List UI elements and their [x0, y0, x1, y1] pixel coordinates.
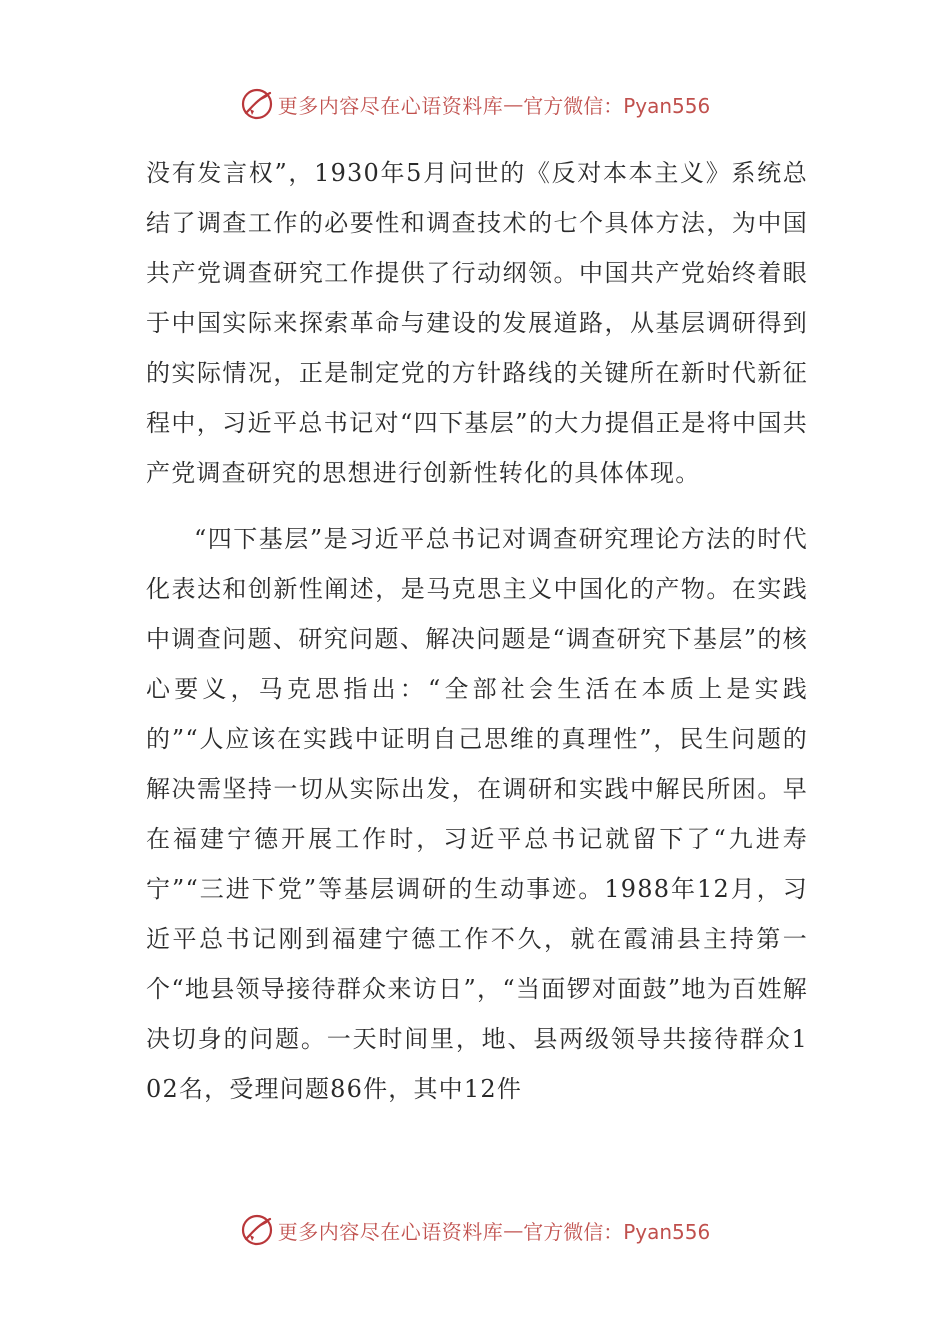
- watermark-wechat-id: 官方微信：Pyan556: [523, 93, 711, 118]
- watermark-wechat-id: 官方微信：Pyan556: [523, 1219, 711, 1244]
- watermark-slogan: 更多内容尽在心语资料库: [277, 93, 504, 118]
- quill-pen-logo-icon: [240, 1213, 274, 1247]
- paragraph-spacer: [146, 498, 808, 514]
- header-watermark-banner: [0, 84, 950, 124]
- document-body: [146, 148, 808, 1114]
- quill-pen-logo-icon: [240, 87, 274, 121]
- watermark-slogan: 更多内容尽在心语资料库: [277, 1219, 504, 1244]
- watermark-dash: —: [503, 92, 524, 116]
- paragraph-continued: 没有发言权”，1930年5月问世的《反对本本主义》系统总结了调查工作的必要性和调查技术的七个具体方法，为中国共产党调查研究工作提供了行动纲领。中国共产党始终着眼于中国实际来探索革命与建设的发展道路，从基层调研得到的实际情况，正是制定党的方针路线的关键所在新时代新征程中，习近平总书记对“四下基层”的大力提倡正是将中国共产党调查研究的思想进行创新性转化的具体体现。: [146, 159, 808, 487]
- watermark-dash: —: [503, 1218, 524, 1242]
- paragraph-four-grassroots: “四下基层”是习近平总书记对调查研究理论方法的时代化表达和创新性阐述，是马克思主义中国化的产物。在实践中调查问题、研究问题、解决问题是“调查研究下基层”的核心要义，马克思指出：“全部社会生活在本质上是实践的”“人应该在实践中证明自己思维的真理性”，民生问题的解决需坚持一切从实际出发，在调研和实践中解民所困。早在福建宁德开展工作时，习近平总书记就留下了“九进寿宁”“三进下党”等基层调研的生动事迹。1988年12月，习近平总书记刚到福建宁德工作不久，就在霞浦县主持第一个“地县领导接待群众来访日”，“当面锣对面鼓”地为百姓解决切身的问题。一天时间里，地、县两级领导共接待群众102名，受理问题86件，其中12件: [146, 525, 808, 1103]
- footer-watermark-banner: [0, 1210, 950, 1250]
